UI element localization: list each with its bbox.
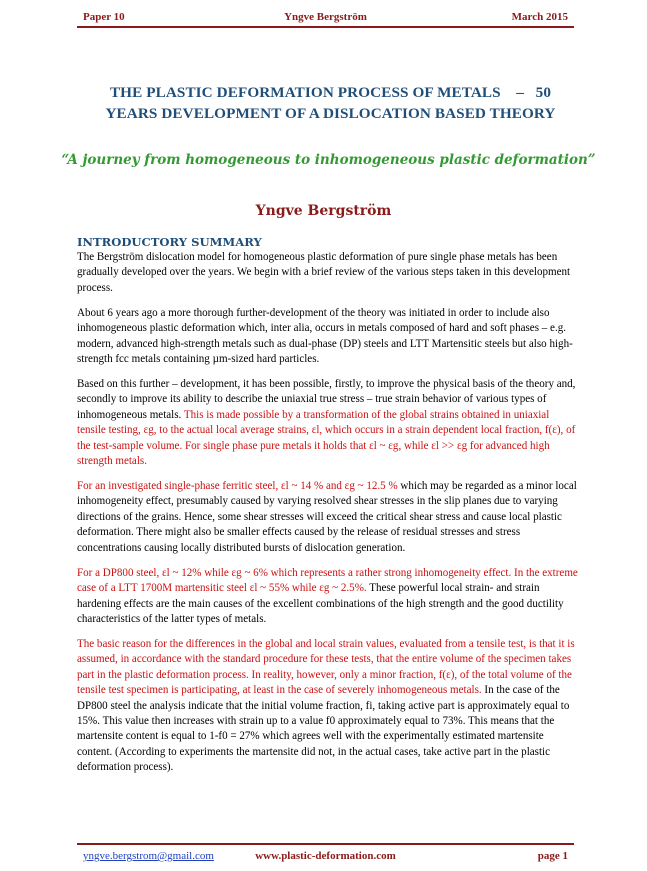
- section-heading: INTRODUCTORY SUMMARY: [77, 235, 262, 249]
- paragraph-6-highlight: The basic reason for the differences in the global and local strain values, evaluated from a tensile test, is that it is assumed, in accordance with the standard procedure for these tests, that the entire volume of the specimen takes part in the plastic deformation process. In reality, however, only a minor fraction, f(ε), of the total volume of the tensile test specimen is participating, at least in the case of severely inhomogeneous metals.: [77, 637, 575, 697]
- paragraph-4: [77, 479, 580, 556]
- footer-page-number: page 1: [537, 850, 568, 862]
- paragraph-3-text: Based on this further – development, it has been possible, firstly, to improve the physical basis of the theory and, secondly to improve its ability to describe the uniaxial true stress – true strain behavior of various types of inhomogeneous metals.: [77, 378, 576, 421]
- paragraph-6: [77, 637, 580, 776]
- paragraph-5: [77, 566, 580, 628]
- author-name: Yngve Bergström: [255, 203, 392, 219]
- paragraph-5-highlight: For a DP800 steel, εl ~ 12% while εg ~ 6% which represents a rather strong inhomogeneity effect. In the extreme case of a LTT 1700M martensitic steel εl ~ 55% while εg ~ 2.5%.: [77, 566, 578, 595]
- header-paper-number: Paper 10: [83, 11, 125, 23]
- paragraph-5-text: These powerful local strain- and strain hardening effects are the main causes of the excellent combinations of the high strength and the good ductility characteristics of the latter types of metals.: [77, 582, 564, 625]
- page-header: [77, 6, 574, 28]
- paragraph-3: [77, 377, 580, 469]
- paragraph-4-text: which may be regarded as a minor local inhomogeneity effect, presumably caused by varying resolved shear stresses in the slip planes due to varying directions of the grains. Hence, some shear stresses will exceed the critical shear stress and cause local plastic deformation. There might also be smaller effects caused by the release of residual stresses and stress concentrations causing locally distributed bursts of dislocation generation.: [77, 480, 577, 554]
- footer-email-link[interactable]: yngve.bergstrom@gmail.com: [83, 850, 214, 862]
- page-footer: [77, 843, 574, 865]
- header-author: Yngve Bergström: [284, 11, 367, 23]
- paragraph-2: About 6 years ago a more thorough further-development of the theory was initiated in order to include also inhomogeneous plastic deformation which, inter alia, occurs in metals composed of hard and soft phases – e.g. modern, advanced high-strength metals such as dual-phase (DP) steels and LTT Martensitic steels but also high-strength fcc metals containing µm-sized hard particles.: [77, 306, 573, 366]
- paper-title: [74, 82, 587, 124]
- body-text: [77, 250, 580, 785]
- paragraph-4-highlight: For an investigated single-phase ferritic steel, εl ~ 14 % and εg ~ 12.5 %: [77, 480, 398, 493]
- paragraph-3-highlight: This is made possible by a transformation of the global strains obtained in uniaxial tensile testing, εg, to the actual local average strains, εl, which occurs in a strain dependent local fraction, f(ε), of the test-sample volume. For single phase pure metals it holds that εl ~ εg, while εl >> εg for advanced high strength metals.: [77, 408, 576, 468]
- footer-website: www.plastic-deformation.com: [255, 850, 396, 862]
- title-line-1: THE PLASTIC DEFORMATION PROCESS OF METALS – 50: [109, 84, 552, 101]
- paragraph-1: The Bergström dislocation model for homogeneous plastic deformation of pure single phase metals has been gradually developed over the years. We begin with a brief review of the various steps taken in this development process.: [77, 251, 571, 294]
- paper-subtitle: “A journey from homogeneous to inhomogeneous plastic deformation”: [61, 152, 596, 168]
- paragraph-6-text: In the case of the DP800 steel the analysis indicate that the initial volume fraction, fi, taking active part is approximately equal to 15%. This value then increases with strain up to a value f0 approximately equal to 73%. This means that the martensite content is equal to 1-f0 = 27% which agrees well with the experimentally estimated martensite content. (According to experiments the martensite did not, in the actual cases, take active part in the plastic deformation process).: [77, 684, 570, 774]
- title-line-2: YEARS DEVELOPMENT OF A DISLOCATION BASED THEORY: [105, 105, 556, 122]
- header-date: March 2015: [511, 11, 568, 23]
